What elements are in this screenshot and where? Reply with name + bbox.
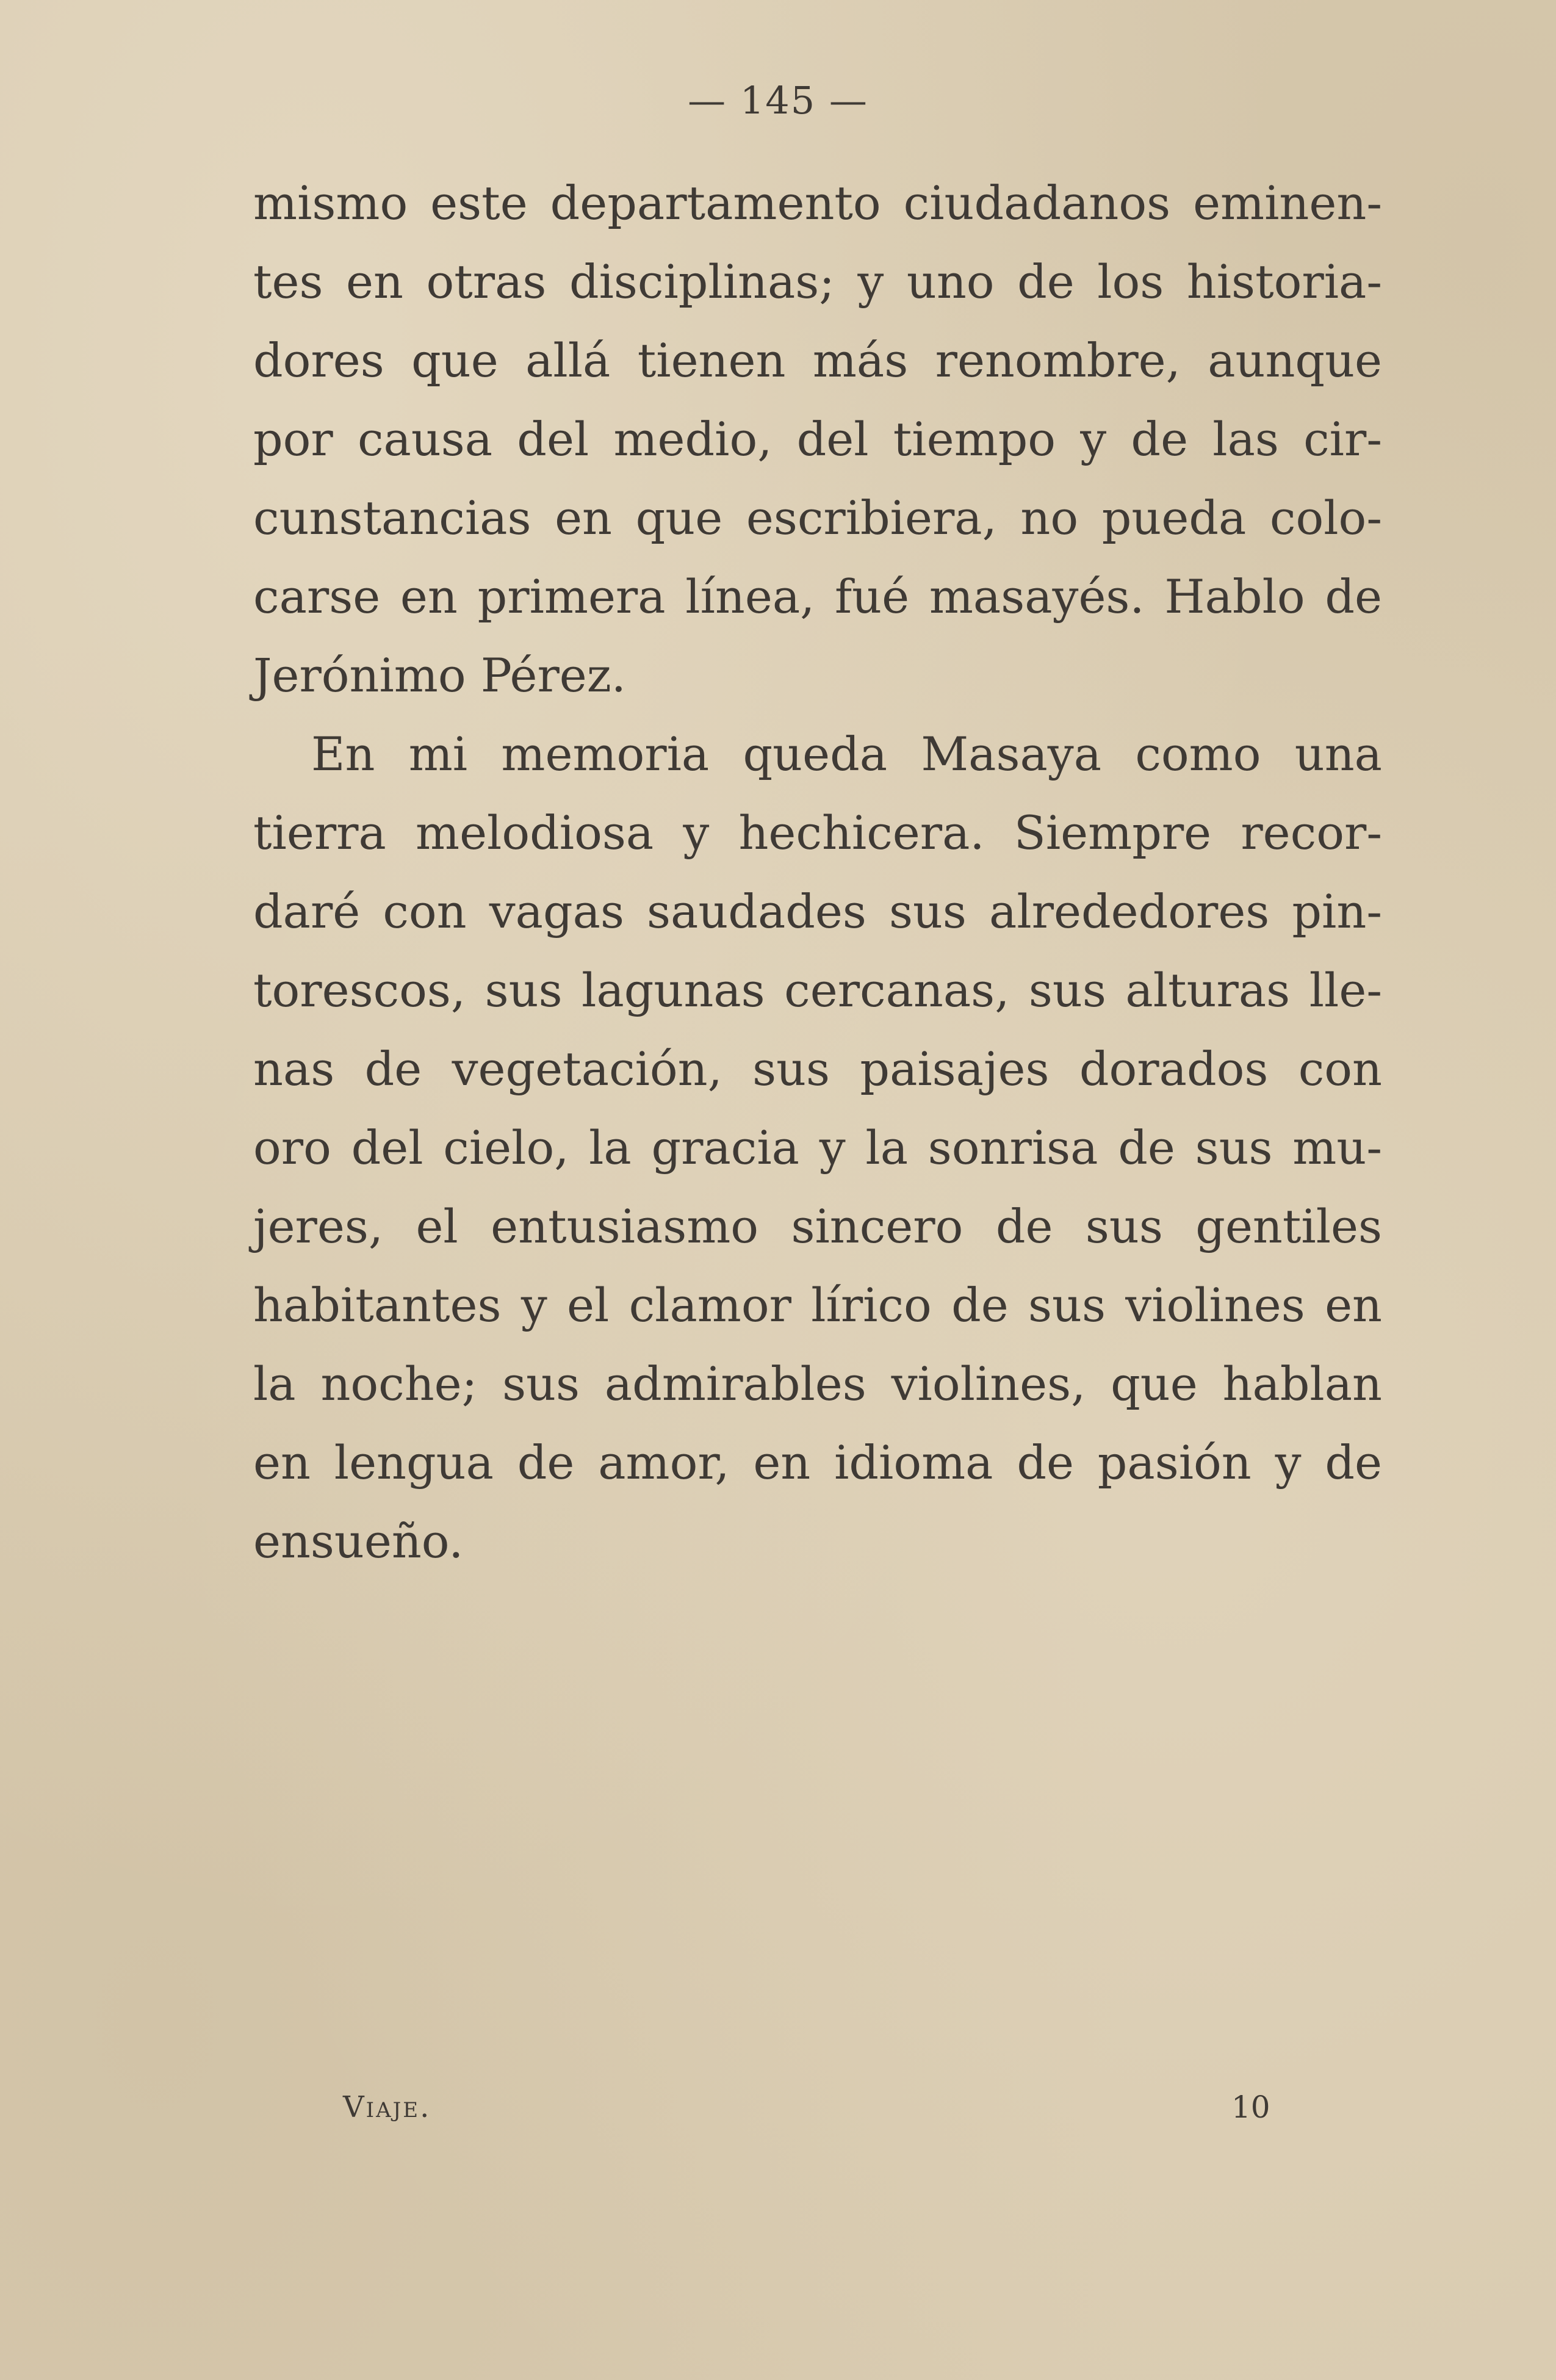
paragraph-continuation: mismo este departamento ciudadanos eminentes en otras disciplinas; y uno de los historiadores que allá tienen más renombre, aunque por causa del medio, del tiempo y de las circunstancias en que escribiera, no pueda colocarse en primera línea, fué masayés. Hablo de Jerónimo Pérez. xyxy=(253,176,1382,702)
paragraph-masaya: En mi memoria queda Masaya como una tierra melodiosa y hechicera. Siempre recordaré con vagas saudades sus alrededores pintorescos, sus lagunas cercanas, sus alturas llenas de vegetación, sus paisajes dorados con oro del cielo, la gracia y la sonrisa de sus mujeres, el entusiasmo sincero de sus gentiles habitantes y el clamor lírico de sus violines en la noche; sus admirables violines, que hablan en lengua de amor, en idioma de pasión y de ensueño. xyxy=(253,727,1382,1568)
page-number: — 145 — xyxy=(688,78,868,123)
body-text xyxy=(253,164,1382,1581)
page-header xyxy=(0,73,1556,128)
printer-signature: Viaje. xyxy=(343,2090,431,2124)
signature-number: 10 xyxy=(1231,2090,1270,2125)
